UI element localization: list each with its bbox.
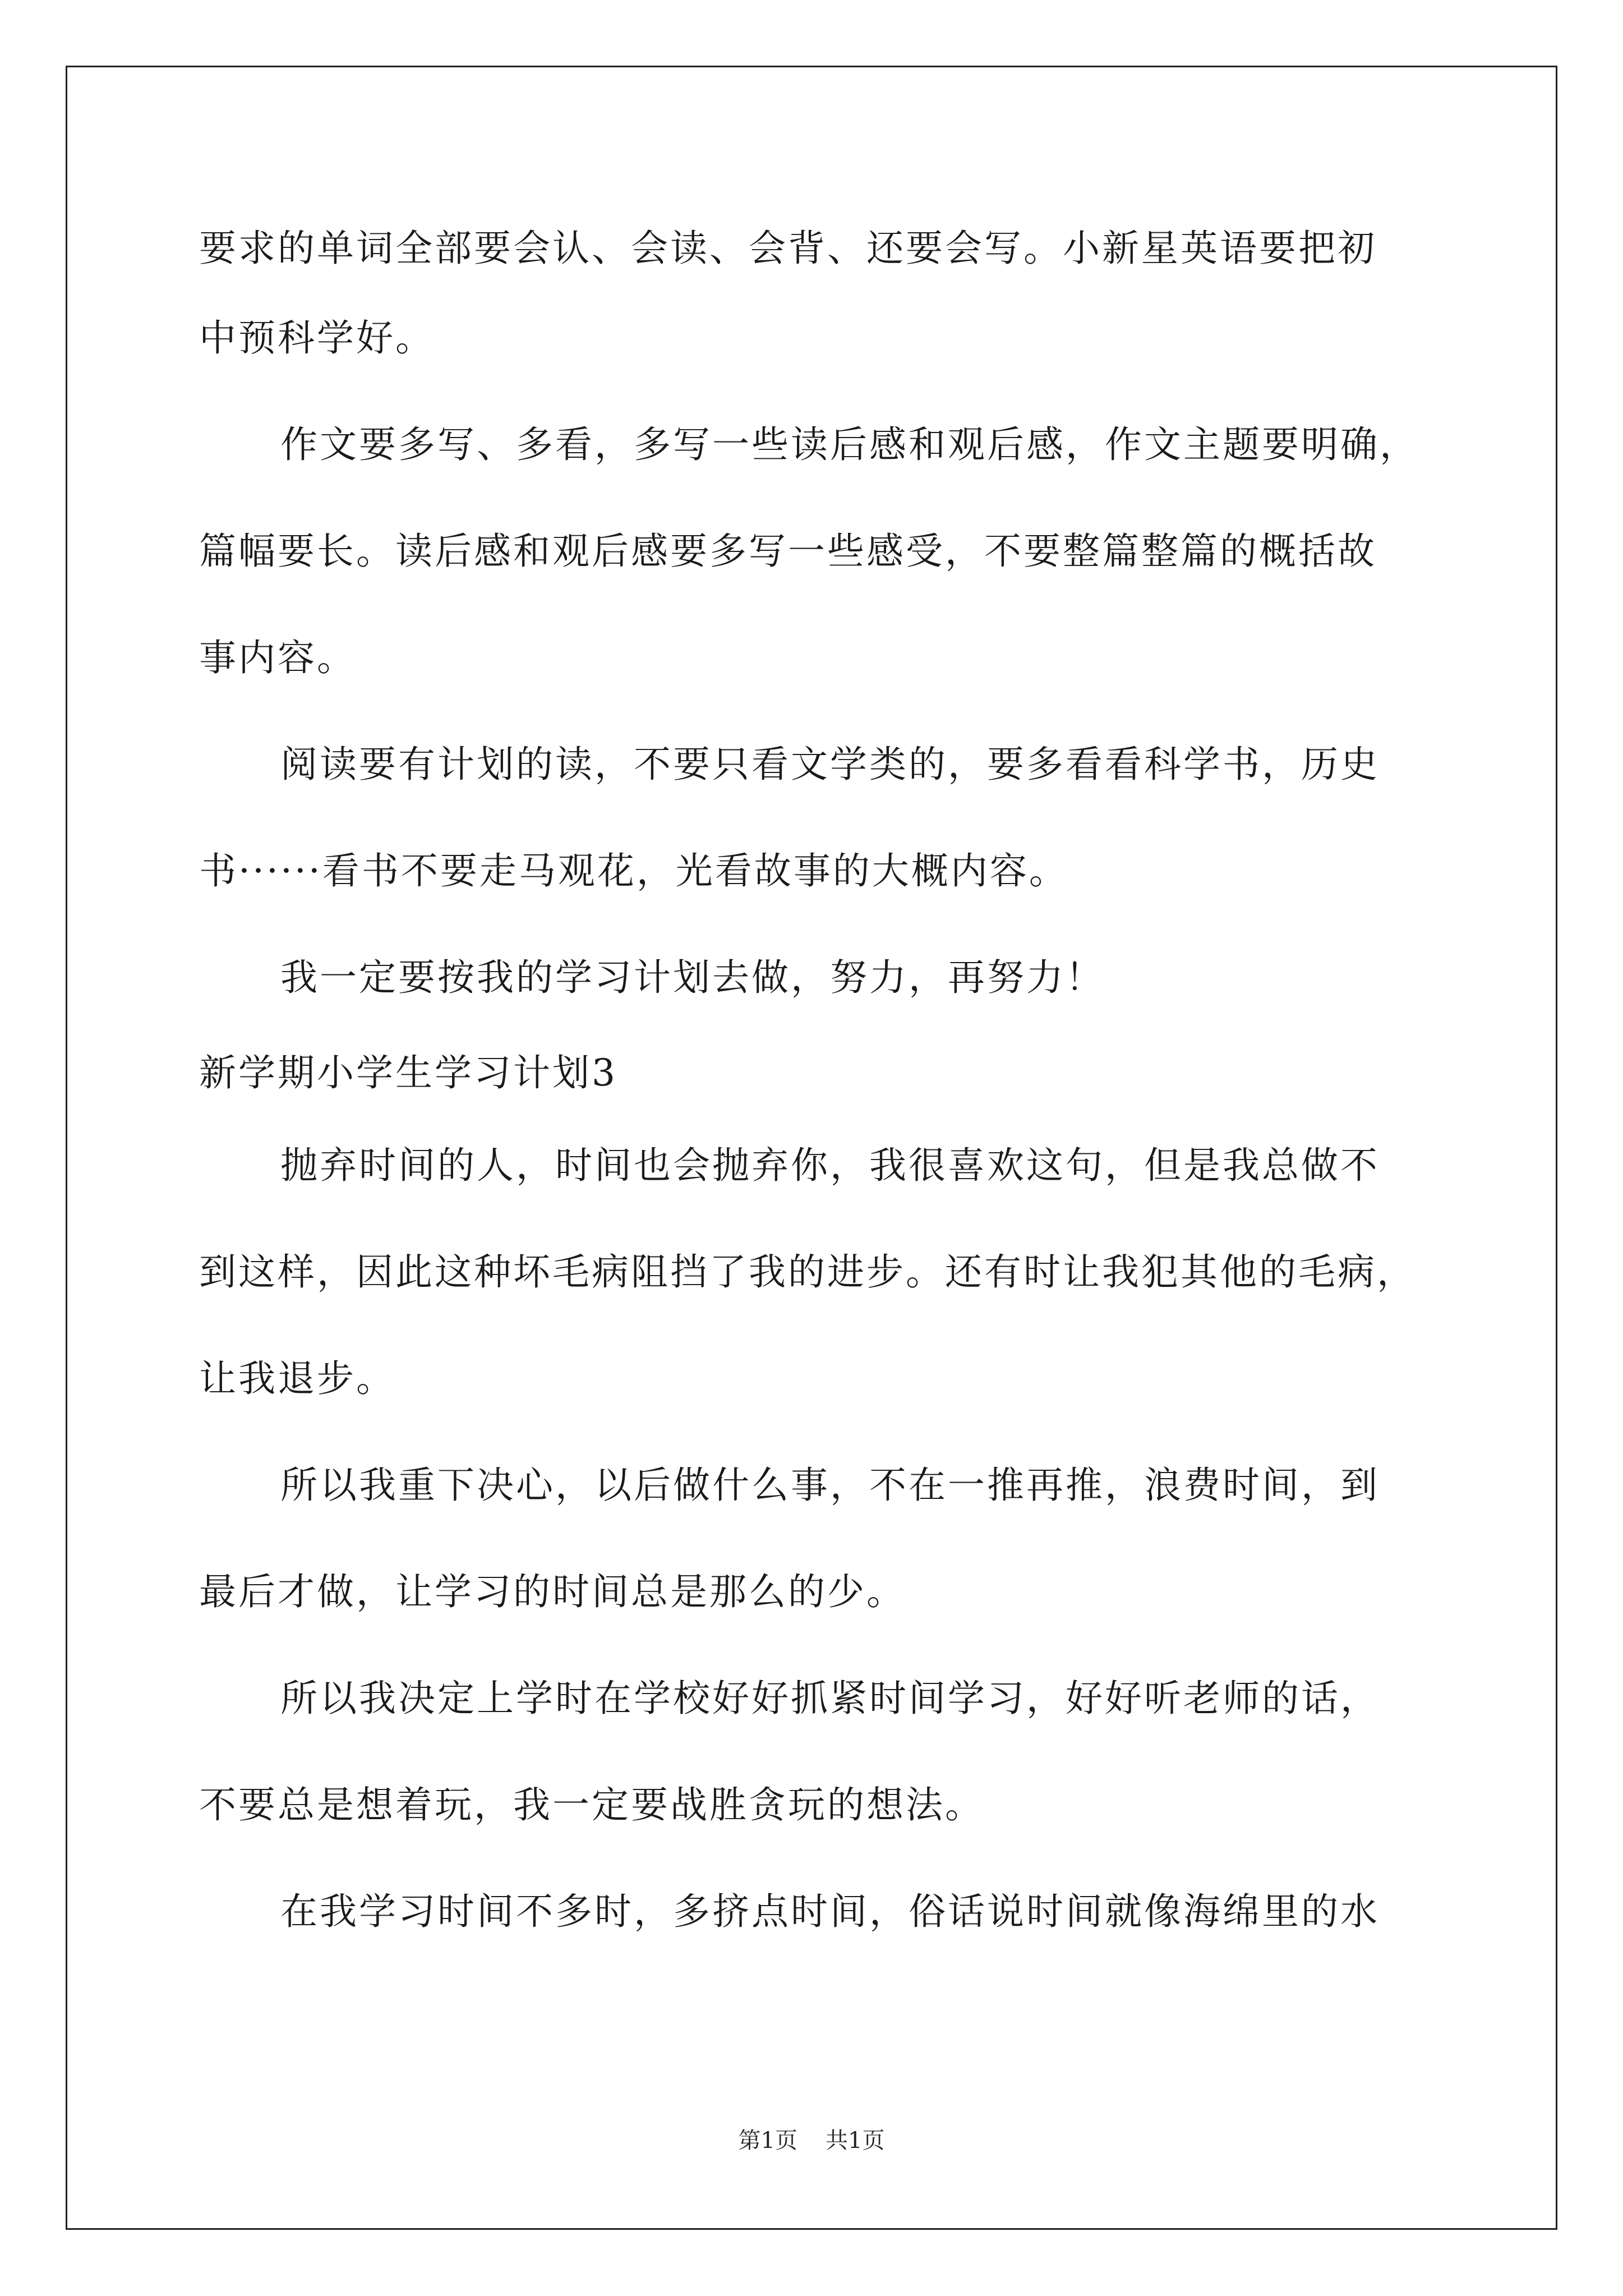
text-line: 中预科学好。 <box>199 316 435 360</box>
text-line: 事内容。 <box>199 636 356 679</box>
paragraph-start: 所以我重下决心，以后做什么事，不在一推再推，浪费时间，到 <box>280 1464 1380 1507</box>
paragraph-start: 我一定要按我的学习计划去做，努力，再努力！ <box>280 956 1105 999</box>
text-line: 让我退步。 <box>199 1357 395 1400</box>
text-line: 不要总是想着玩，我一定要战胜贪玩的想法。 <box>199 1783 984 1826</box>
paragraph-start: 阅读要有计划的读，不要只看文学类的，要多看看科学书，历史 <box>280 743 1380 786</box>
paragraph-start: 抛弃时间的人，时间也会抛弃你，我很喜欢这句，但是我总做不 <box>280 1144 1380 1187</box>
page-total: 共1页 <box>826 2128 885 2154</box>
paragraph-start: 所以我决定上学时在学校好好抓紧时间学习，好好听老师的话， <box>280 1677 1380 1720</box>
text-line: 篇幅要长。读后感和观后感要多写一些感受，不要整篇整篇的概括故 <box>199 530 1377 573</box>
paragraph-start: 在我学习时间不多时，多挤点时间，俗话说时间就像海绵里的水 <box>280 1890 1380 1933</box>
section-heading: 新学期小学生学习计划3 <box>199 1051 617 1094</box>
text-line: 到这样，因此这种坏毛病阻挡了我的进步。还有时让我犯其他的毛病， <box>199 1250 1416 1294</box>
page-footer <box>0 2123 1623 2155</box>
paragraph-start: 作文要多写、多看，多写一些读后感和观后感，作文主题要明确， <box>280 423 1419 466</box>
text-line: 书······看书不要走马观花，光看故事的大概内容。 <box>199 849 1068 892</box>
page-number: 第1页 <box>738 2128 797 2154</box>
text-line: 要求的单词全部要会认、会读、会背、还要会写。小新星英语要把初 <box>199 227 1377 270</box>
text-line: 最后才做，让学习的时间总是那么的少。 <box>199 1570 906 1613</box>
